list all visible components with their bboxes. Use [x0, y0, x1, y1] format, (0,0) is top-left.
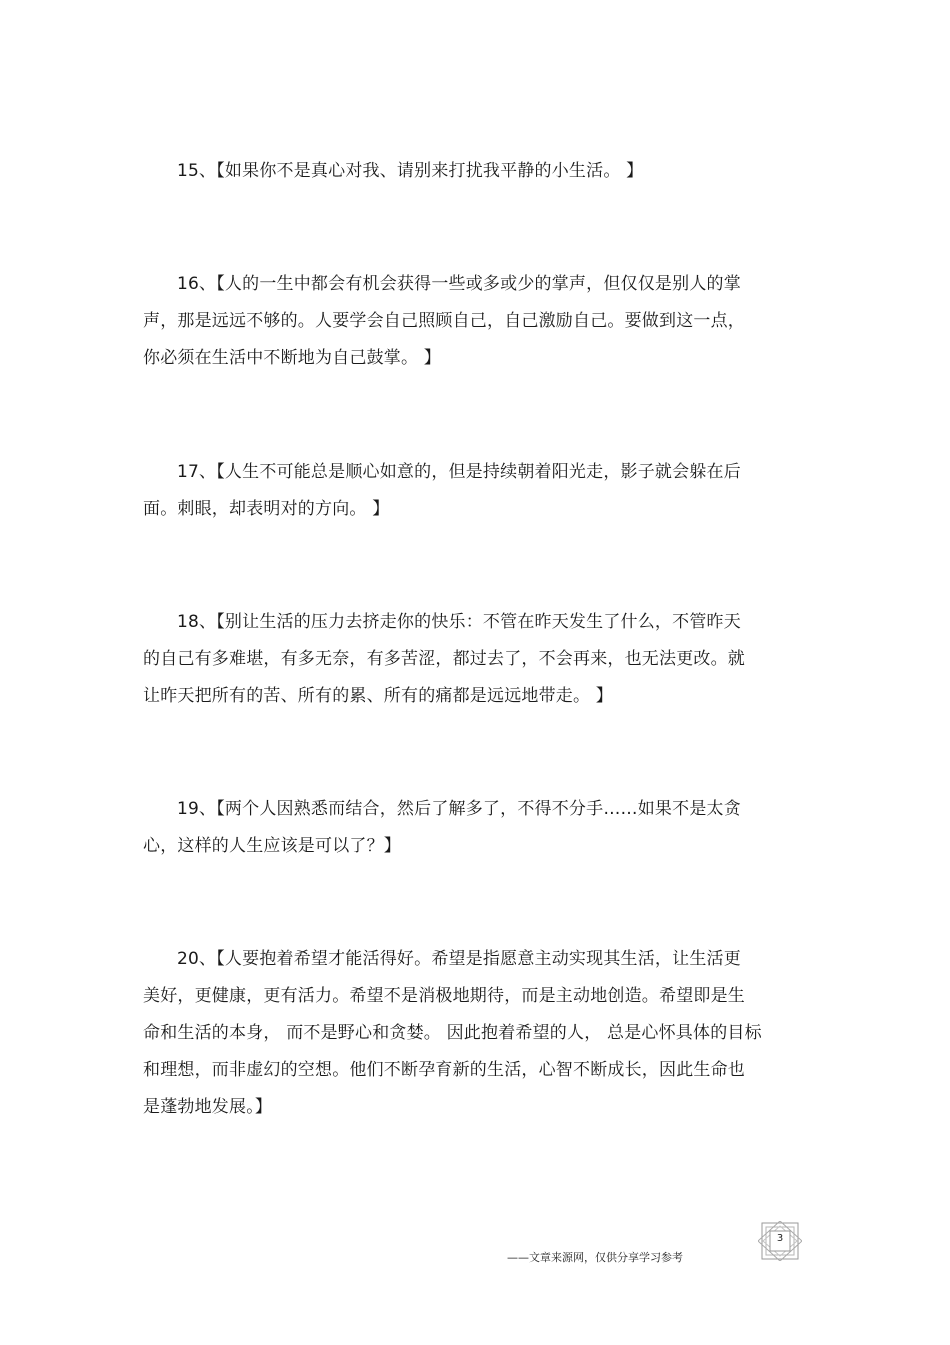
paragraph-line: 和理想，而非虚幻的空想。他们不断孕育新的生活，心智不断成长，因此生命也	[143, 1060, 745, 1080]
paragraph-line: 美好，更健康，更有活力。希望不是消极地期待，而是主动地创造。希望即是生	[143, 986, 745, 1006]
paragraph-19	[143, 791, 803, 865]
paragraph-line: 19、【两个人因熟悉而结合，然后了解多了，不得不分手……如果不是太贪	[177, 799, 741, 819]
paragraph-line: 是蓬勃地发展。】	[143, 1097, 273, 1117]
paragraph-15	[143, 153, 803, 190]
paragraph-20	[143, 941, 803, 1126]
paragraph-line: 18、【别让生活的压力去挤走你的快乐：不管在昨天发生了什么，不管昨天	[177, 612, 741, 632]
paragraph-line: 16、【人的一生中都会有机会获得一些或多或少的掌声，但仅仅是别人的掌	[177, 274, 741, 294]
paragraph-line: 命和生活的本身， 而不是野心和贪婪。 因此抱着希望的人， 总是心怀具体的目标	[143, 1023, 762, 1043]
paragraph-line: 的自己有多难堪，有多无奈，有多苦涩，都过去了，不会再来，也无法更改。就	[143, 649, 745, 669]
paragraph-17	[143, 454, 803, 528]
paragraph-18	[143, 604, 803, 715]
paragraph-16	[143, 266, 803, 377]
paragraph-line: 20、【人要抱着希望才能活得好。希望是指愿意主动实现其生活，让生活更	[177, 949, 741, 969]
paragraph-line: 你必须在生活中不断地为自己鼓掌。 】	[143, 348, 442, 368]
paragraph-line: 17、【人生不可能总是顺心如意的，但是持续朝着阳光走，影子就会躲在后	[177, 462, 741, 482]
paragraph-line: 面。刺眼，却表明对的方向。 】	[143, 499, 390, 519]
paragraph-line: 心，这样的人生应该是可以了？】	[143, 836, 401, 856]
paragraph-line: 15、【如果你不是真心对我、请别来打扰我平静的小生活。 】	[177, 161, 644, 181]
paragraph-line: 声，那是远远不够的。人要学会自己照顾自己，自己激励自己。要做到这一点，	[143, 311, 745, 331]
page-number-badge	[758, 1221, 802, 1261]
paragraph-line: 让昨天把所有的苦、所有的累、所有的痛都是远远地带走。 】	[143, 686, 614, 706]
page-number: 3	[776, 1233, 784, 1244]
footer-source-note: ——文章来源网，仅供分享学习参考	[507, 1251, 683, 1264]
